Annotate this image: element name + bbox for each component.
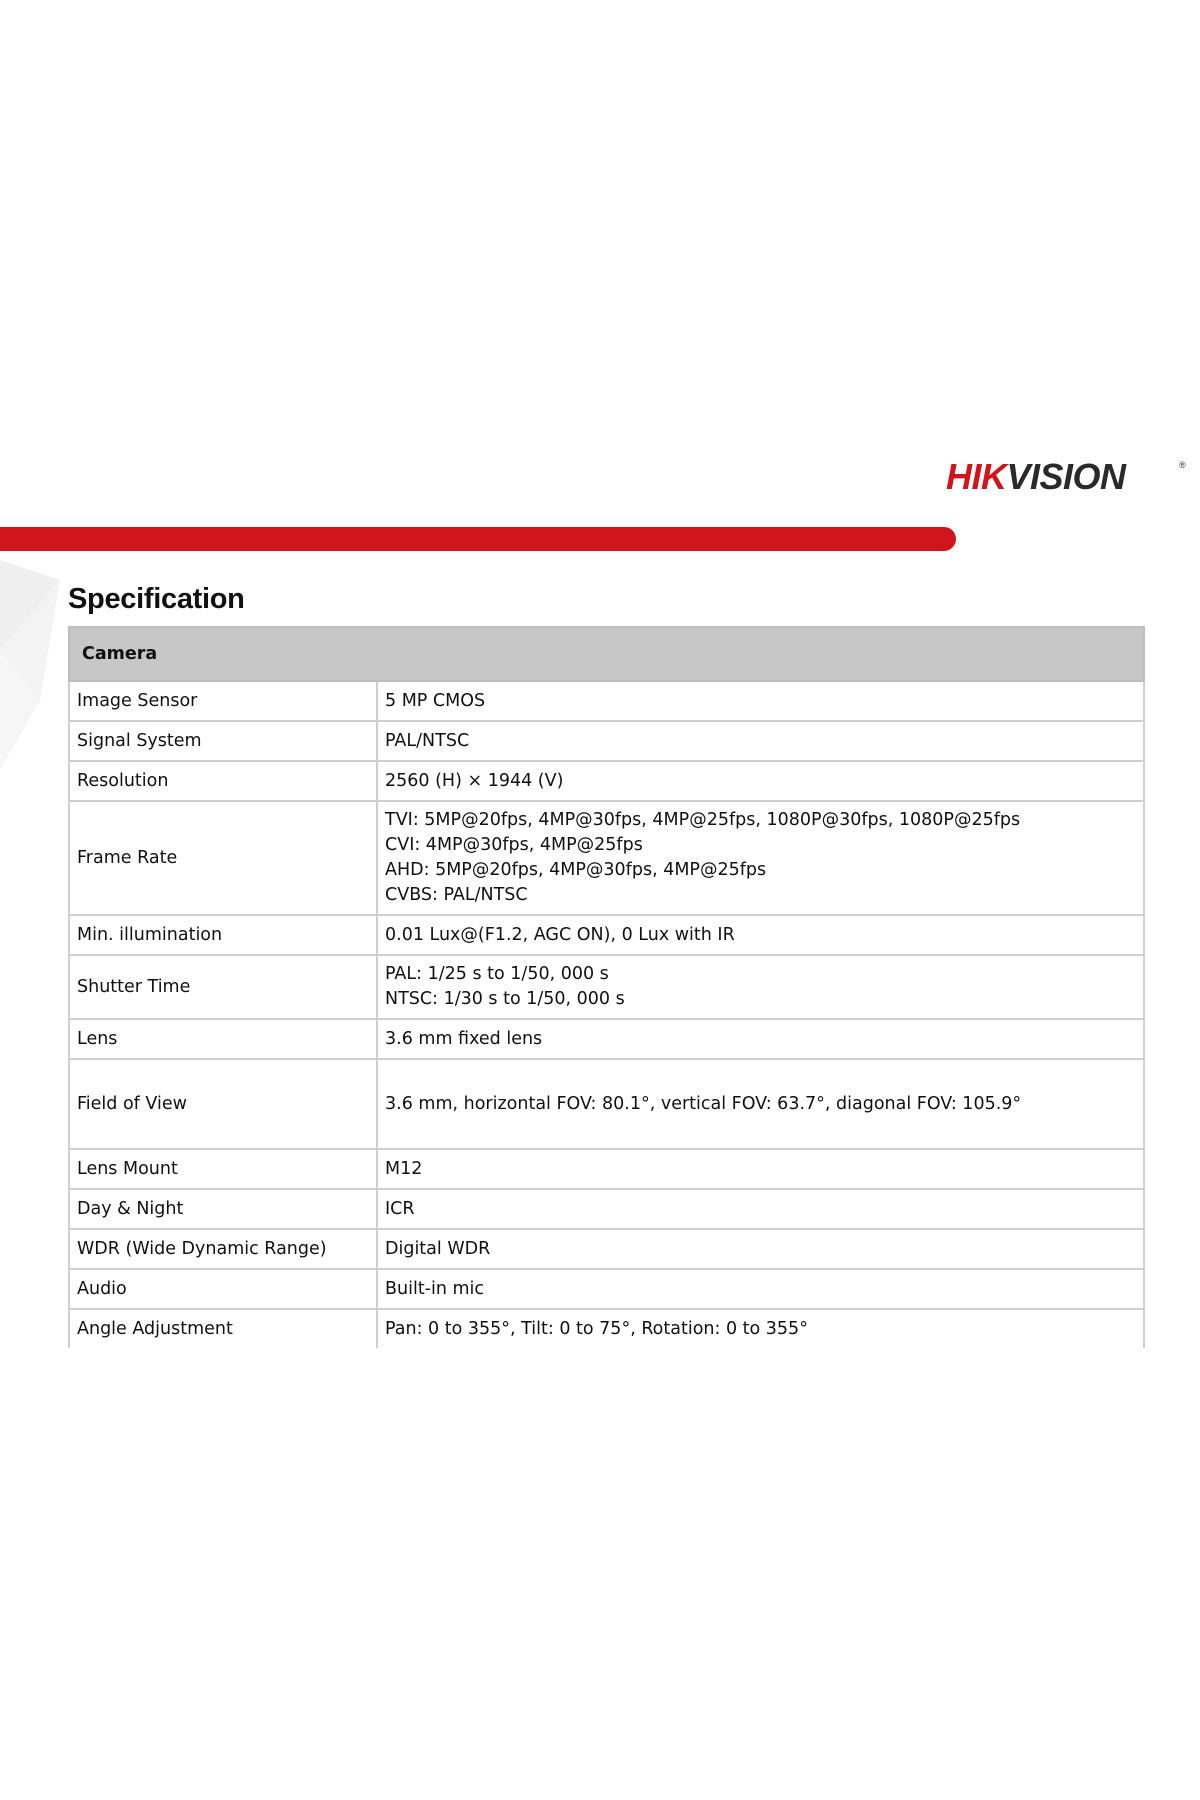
spec-label: WDR (Wide Dynamic Range) — [69, 1229, 377, 1269]
svg-text:®: ® — [1179, 460, 1186, 470]
spec-label: Lens — [69, 1019, 377, 1059]
spec-row — [69, 1269, 1144, 1309]
spec-table — [68, 626, 1145, 1348]
spec-value — [377, 915, 1144, 955]
spec-label: Signal System — [69, 721, 377, 761]
spec-value-line: ICR — [385, 1198, 415, 1219]
spec-row — [69, 801, 1144, 915]
spec-value-line: Built-in mic — [385, 1278, 485, 1299]
spec-value-line: Pan: 0 to 355°, Tilt: 0 to 75°, Rotation: 0 to 355° — [385, 1318, 808, 1339]
spec-value — [377, 681, 1144, 721]
spec-row — [69, 761, 1144, 801]
spec-value — [377, 1019, 1144, 1059]
section-header-row — [69, 627, 1144, 681]
spec-value — [377, 801, 1144, 915]
spec-label: Field of View — [69, 1059, 377, 1149]
page-title: Specification — [68, 583, 245, 615]
spec-row — [69, 1059, 1144, 1149]
spec-value-line: NTSC: 1/30 s to 1/50, 000 s — [385, 989, 625, 1009]
spec-row — [69, 1309, 1144, 1348]
spec-value-line: 2560 (H) × 1944 (V) — [385, 770, 564, 791]
spec-label: Min. illumination — [69, 915, 377, 955]
spec-row — [69, 915, 1144, 955]
spec-value-line: 3.6 mm fixed lens — [385, 1028, 543, 1049]
spec-value-line: PAL/NTSC — [385, 730, 470, 751]
spec-label: Audio — [69, 1269, 377, 1309]
spec-value — [377, 1189, 1144, 1229]
spec-row — [69, 955, 1144, 1019]
spec-value — [377, 721, 1144, 761]
spec-value — [377, 1059, 1144, 1149]
spec-label: Shutter Time — [69, 955, 377, 1019]
spec-value-line: AHD: 5MP@20fps, 4MP@30fps, 4MP@25fps — [385, 860, 767, 880]
spec-value-line: 5 MP CMOS — [385, 690, 486, 711]
spec-value-line: PAL: 1/25 s to 1/50, 000 s — [385, 964, 609, 984]
red-accent-bar — [0, 527, 956, 551]
spec-row — [69, 1229, 1144, 1269]
svg-text:HIKVISION: HIKVISION — [946, 456, 1126, 496]
spec-value — [377, 955, 1144, 1019]
spec-value — [377, 1149, 1144, 1189]
hikvision-logo — [946, 456, 1186, 496]
spec-value-line: CVBS: PAL/NTSC — [385, 885, 528, 905]
spec-value-line: CVI: 4MP@30fps, 4MP@25fps — [385, 835, 643, 855]
spec-value-line: TVI: 5MP@20fps, 4MP@30fps, 4MP@25fps, 1080P@30fps, 1080P@25fps — [385, 810, 1021, 830]
spec-label: Lens Mount — [69, 1149, 377, 1189]
spec-row — [69, 1149, 1144, 1189]
spec-label: Angle Adjustment — [69, 1309, 377, 1348]
spec-value-line: 3.6 mm, horizontal FOV: 80.1°, vertical FOV: 63.7°, diagonal FOV: 105.9° — [385, 1093, 1022, 1114]
spec-value-line: Digital WDR — [385, 1238, 491, 1259]
spec-row — [69, 681, 1144, 721]
spec-value-line: M12 — [385, 1158, 423, 1179]
spec-label: Frame Rate — [69, 801, 377, 915]
spec-row — [69, 1189, 1144, 1229]
spec-label: Day & Night — [69, 1189, 377, 1229]
spec-row — [69, 721, 1144, 761]
spec-value — [377, 761, 1144, 801]
spec-label: Image Sensor — [69, 681, 377, 721]
section-title: Camera — [69, 627, 1144, 681]
spec-row — [69, 1019, 1144, 1059]
spec-value — [377, 1269, 1144, 1309]
spec-value — [377, 1309, 1144, 1348]
spec-value-line: 0.01 Lux@(F1.2, AGC ON), 0 Lux with IR — [385, 924, 735, 945]
spec-label: Resolution — [69, 761, 377, 801]
spec-value — [377, 1229, 1144, 1269]
